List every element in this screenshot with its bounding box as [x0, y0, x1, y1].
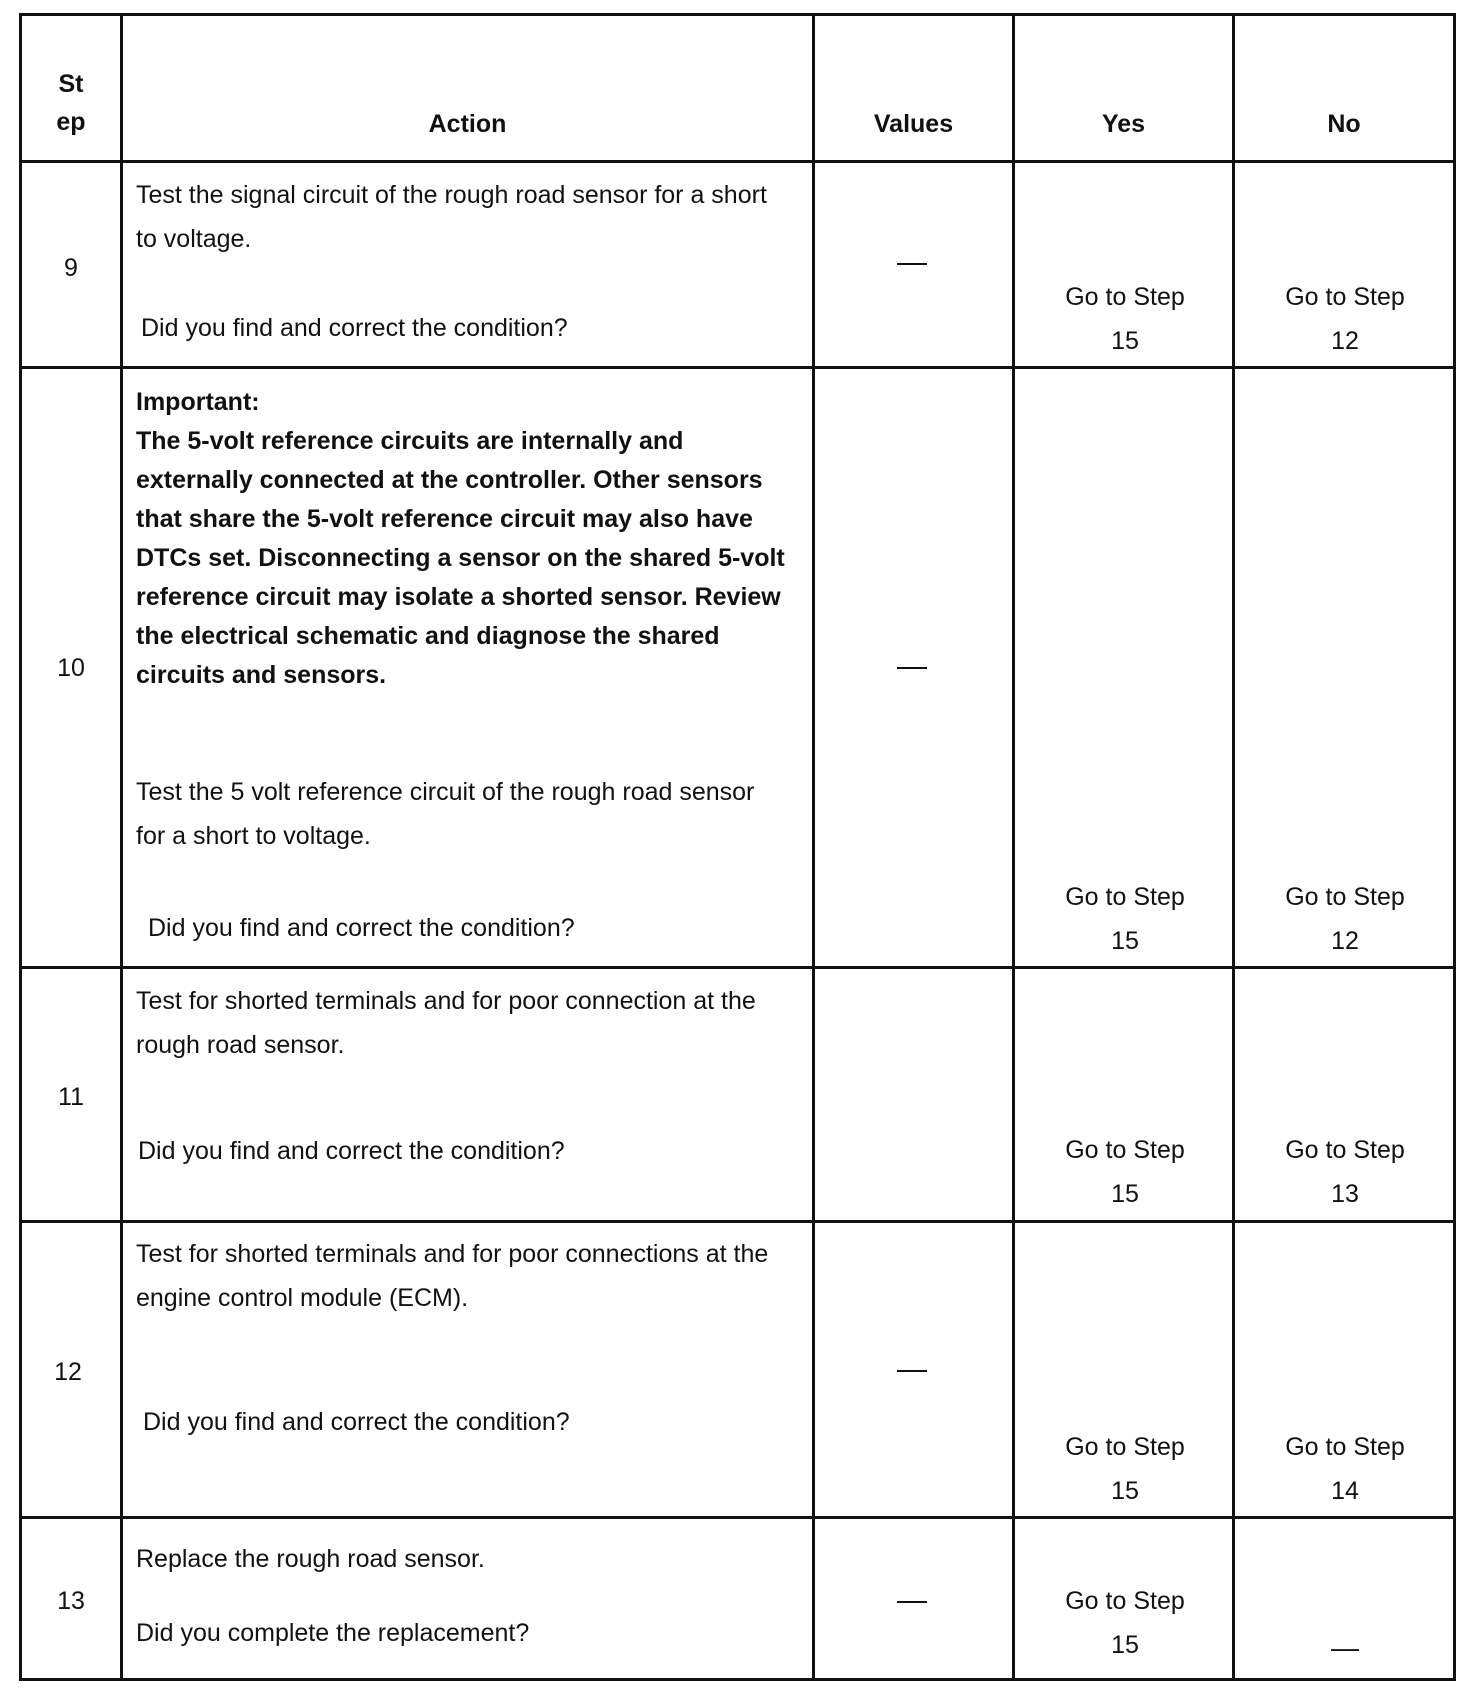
no-link: Go to Step 13	[1285, 1136, 1405, 1208]
action-question: Did you find and correct the condition?	[138, 1137, 565, 1165]
row-divider	[19, 1220, 1456, 1223]
row-divider	[19, 366, 1456, 369]
no-link: Go to Step 12	[1285, 283, 1405, 355]
header-step-line: ep	[56, 108, 86, 136]
header-step	[22, 65, 120, 141]
action-text: Test for shorted terminals and for poor connections at the engine control module (ECM).	[136, 1240, 769, 1312]
action-text: Test for shorted terminals and for poor connection at the rough road sensor.	[136, 987, 756, 1059]
no-link: Go to Step 14	[1285, 1433, 1405, 1505]
values-dash	[897, 263, 927, 265]
step-number: 9	[64, 254, 78, 282]
table-border-right	[1453, 13, 1456, 1681]
yes-link: Go to Step 15	[1065, 1433, 1185, 1505]
yes-link: Go to Step 15	[1065, 1587, 1185, 1659]
column-divider	[1232, 13, 1235, 1681]
values-dash	[897, 667, 927, 669]
no-link: Go to Step 12	[1285, 883, 1405, 955]
header-step-line: St	[58, 70, 84, 98]
step-number: 13	[57, 1587, 85, 1615]
row-divider	[19, 160, 1456, 163]
yes-link: Go to Step 15	[1065, 283, 1185, 355]
action-text: Replace the rough road sensor.	[136, 1545, 485, 1573]
no-cell: —	[1331, 1632, 1359, 1663]
header-no: No	[1327, 110, 1361, 138]
values-dash	[897, 1601, 927, 1603]
action-question: Did you find and correct the condition?	[141, 314, 568, 342]
header-action: Action	[428, 110, 507, 138]
yes-link: Go to Step 15	[1065, 883, 1185, 955]
step-number: 10	[57, 654, 85, 682]
important-note: The 5-volt reference circuits are internally and externally connected at the controller. Other sensors that share the 5-volt reference circuit may also have DTCs set. Disconnecting a sensor on the shared 5-volt reference circuit may isolate a shorted sensor. Review the electrical schematic and diagnose the shared circuits and sensors.	[136, 427, 785, 689]
header-yes: Yes	[1101, 110, 1146, 138]
important-label: Important:	[136, 388, 260, 416]
column-divider	[120, 13, 123, 1681]
step-number: 12	[54, 1358, 82, 1386]
column-divider	[1012, 13, 1015, 1681]
yes-link: Go to Step 15	[1065, 1136, 1185, 1208]
header-values: Values	[873, 110, 954, 138]
action-text: Test the 5 volt reference circuit of the rough road sensor for a short to voltage.	[136, 778, 755, 850]
step-number: 11	[58, 1083, 84, 1111]
row-divider	[19, 966, 1456, 969]
column-divider	[812, 13, 815, 1681]
table-border-bottom	[19, 1678, 1456, 1681]
diagnostic-table	[19, 13, 1456, 1681]
action-text: Test the signal circuit of the rough road sensor for a short to voltage.	[136, 181, 767, 253]
values-dash	[897, 1370, 927, 1372]
row-divider	[19, 1516, 1456, 1519]
action-question: Did you complete the replacement?	[136, 1619, 530, 1647]
table-border-top	[19, 13, 1456, 16]
action-question: Did you find and correct the condition?	[143, 1408, 570, 1436]
action-question: Did you find and correct the condition?	[148, 914, 575, 942]
